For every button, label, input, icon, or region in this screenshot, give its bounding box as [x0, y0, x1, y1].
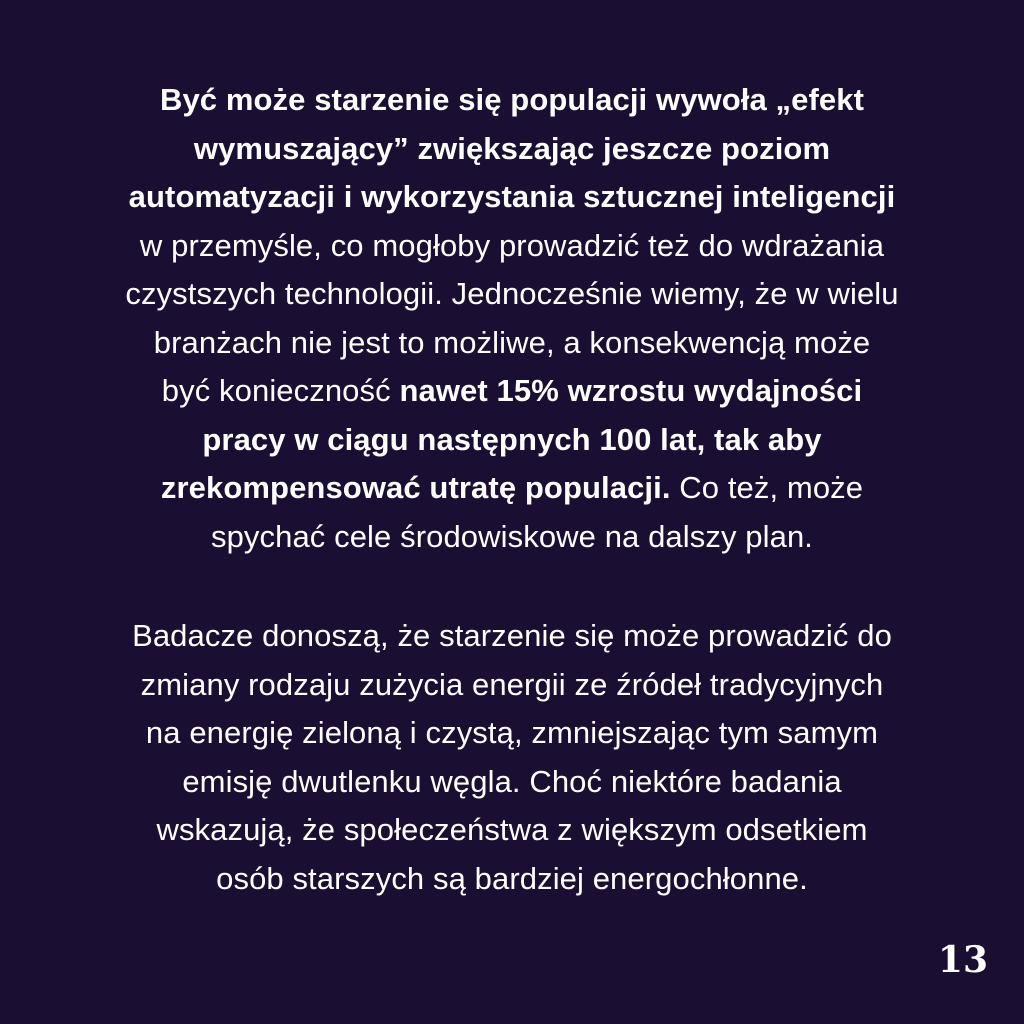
- paragraph-2: [30, 612, 994, 903]
- paragraph-2-line: [30, 855, 994, 904]
- paragraph-2-line: [30, 612, 994, 661]
- regular-text: spychać cele środowiskowe na dalszy plan.: [210, 518, 813, 554]
- paragraph-1-line: [30, 76, 994, 125]
- regular-text: emisję dwutlenku węgla. Choć niektóre badania: [182, 763, 842, 799]
- paragraph-1-line: [30, 513, 994, 562]
- paragraph-1-line: [30, 319, 994, 368]
- paragraph-1-line: [30, 464, 994, 513]
- bold-text: pracy w ciągu następnych 100 lat, tak aby: [202, 421, 822, 457]
- paragraph-2-line: [30, 709, 994, 758]
- paragraph-2-line: [30, 661, 994, 710]
- regular-text: na energię zieloną i czystą, zmniejszając tym samym: [145, 715, 879, 750]
- paragraph-1: [30, 76, 994, 561]
- paragraph-1-line: [30, 173, 994, 222]
- bold-text: nawet 15% wzrostu wydajności: [399, 373, 863, 408]
- bold-text: zrekompensować utratę populacji.: [160, 470, 671, 505]
- regular-text: być konieczność: [161, 373, 400, 408]
- paragraph-1-line: [30, 125, 994, 174]
- bold-text: Być może starzenie się populacji wywoła „efekt: [159, 82, 865, 117]
- bold-text: automatyzacji i wykorzystania sztucznej inteligencji: [128, 179, 896, 214]
- regular-text: branżach nie jest to możliwe, a konsekwencją może: [153, 324, 871, 360]
- paragraph-2-line: [30, 758, 994, 807]
- regular-text: Badacze donoszą, że starzenie się może prowadzić do: [132, 618, 892, 653]
- paragraph-2-line: [30, 806, 994, 855]
- regular-text: w przemyśle, co mogłoby prowadzić też do wdrażania: [139, 227, 885, 263]
- paragraph-1-line: [30, 416, 994, 465]
- paragraph-1-line: [30, 222, 994, 271]
- regular-text: Co też, może: [670, 470, 864, 505]
- regular-text: zmiany rodzaju zużycia energii ze źródeł tradycyjnych: [140, 666, 884, 702]
- regular-text: osób starszych są bardziej energochłonne.: [216, 860, 808, 896]
- bold-text: wymuszający” zwiększając jeszcze poziom: [193, 130, 831, 166]
- page-number: 13: [937, 939, 988, 981]
- regular-text: wskazują, że społeczeństwa z większym odsetkiem: [156, 812, 868, 847]
- paragraph-1-line: [30, 270, 994, 319]
- paragraph-1-line: [30, 367, 994, 416]
- regular-text: czystszych technologii. Jednocześnie wiemy, że w wielu: [125, 276, 899, 311]
